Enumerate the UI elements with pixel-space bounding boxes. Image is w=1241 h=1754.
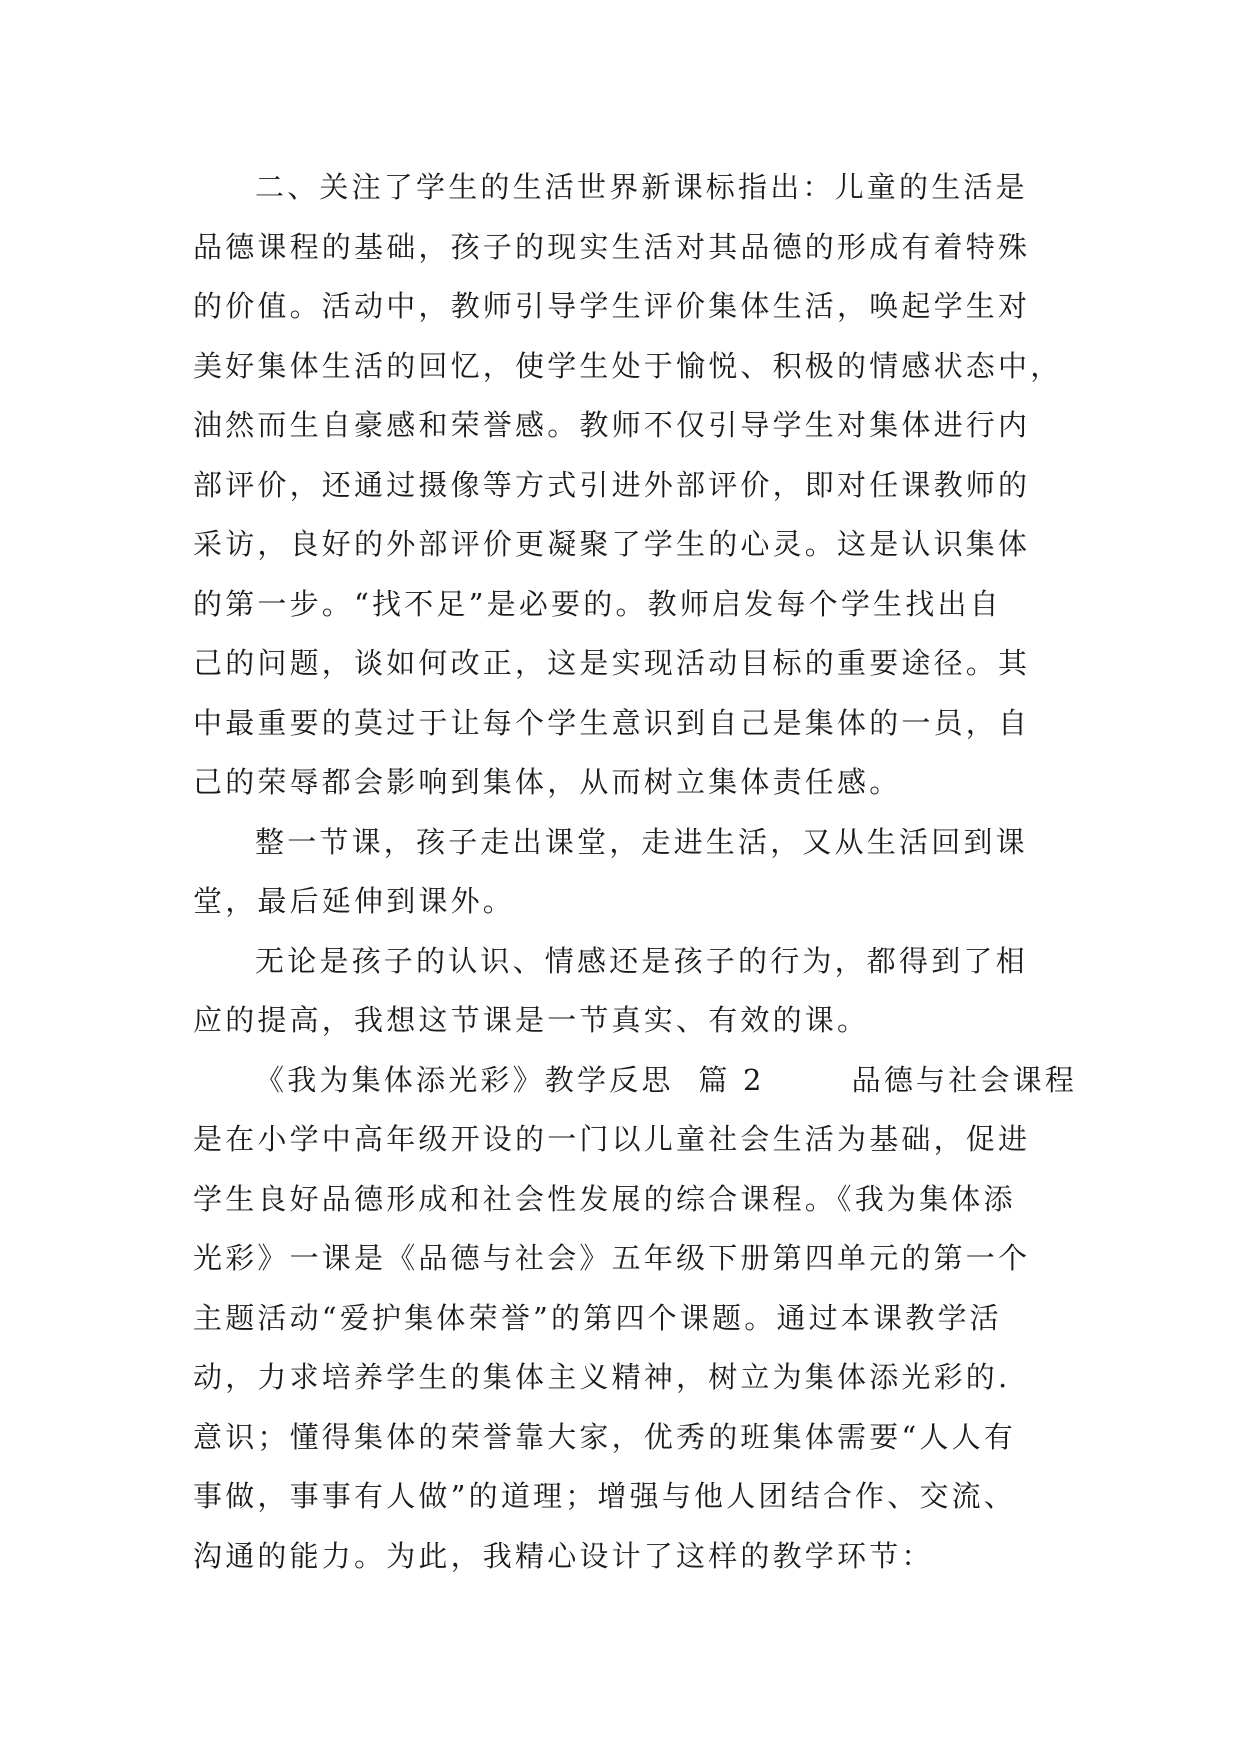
text-line: 无论是孩子的认识、情感还是孩子的行为，都得到了相: [255, 943, 1028, 978]
text-line: 是在小学中高年级开设的一门以儿童社会生活为基础，促进: [193, 1122, 1031, 1156]
text-line: 沟通的能力。为此，我精心设计了这样的教学环节：: [193, 1538, 934, 1573]
text-line: 的价值。活动中，教师引导学生评价集体生活，唤起学生对: [193, 289, 1031, 323]
text-line: 部评价，还通过摄像等方式引进外部评价，即对任课教师的: [193, 467, 1031, 502]
text-line: 《我为集体添光彩》教学反思 篇 2 品德与社会课程: [255, 1062, 1078, 1097]
text-line: 中最重要的莫过于让每个学生意识到自己是集体的一员，自: [193, 705, 1031, 740]
text-line: 应的提高，我想这节课是一节真实、有效的课。: [193, 1003, 870, 1037]
text-line: 采访，良好的外部评价更凝聚了学生的心灵。这是认识集体: [193, 527, 1031, 561]
paragraph-4: [193, 1051, 1078, 1587]
paragraph-2: [193, 813, 1063, 932]
text-line: 意识；懂得集体的荣誉靠大家，优秀的班集体需要“人人有: [193, 1419, 1017, 1454]
paragraph-3: [193, 932, 1063, 1051]
text-line: 美好集体生活的回忆，使学生处于愉悦、积极的情感状态中，: [193, 348, 1063, 383]
text-line: 己的荣辱都会影响到集体，从而树立集体责任感。: [193, 765, 902, 799]
paragraph-1: [193, 158, 1063, 813]
text-line: 己的问题，谈如何改正，这是实现活动目标的重要途径。其: [193, 646, 1031, 680]
text-line: 主题活动“爱护集体荣誉”的第四个课题。通过本课教学活: [193, 1300, 1002, 1335]
text-line: 光彩》一课是《品德与社会》五年级下册第四单元的第一个: [193, 1241, 1031, 1275]
text-line: 学生良好品德形成和社会性发展的综合课程。《我为集体添: [193, 1181, 1016, 1216]
text-line: 动，力求培养学生的集体主义精神，树立为集体添光彩的.: [193, 1360, 1011, 1394]
text-line: 堂，最后延伸到课外。: [193, 884, 516, 918]
text-line: 的第一步。“找不足”是必要的。教师启发每个学生找出自: [193, 586, 1002, 621]
document-body: [193, 158, 1078, 1586]
text-line: 整一节课，孩子走出课堂，走进生活，又从生活回到课: [255, 824, 1028, 859]
text-line: 二、关注了学生的生活世界新课标指出：儿童的生活是: [255, 170, 1028, 204]
text-line: 油然而生自豪感和荣誉感。教师不仅引导学生对集体进行内: [193, 408, 1031, 442]
text-line: 事做，事事有人做”的道理；增强与他人团结合作、交流、: [193, 1479, 1017, 1513]
text-line: 品德课程的基础，孩子的现实生活对其品德的形成有着特殊: [193, 229, 1031, 264]
